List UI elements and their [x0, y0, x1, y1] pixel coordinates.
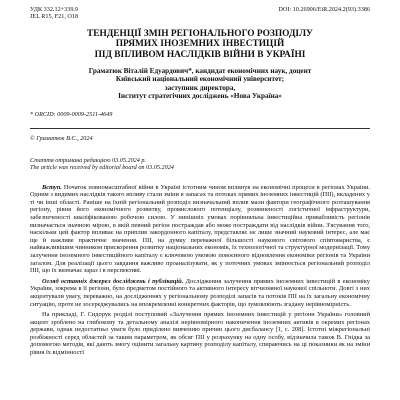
title-line: ПРЯМИХ ІНОЗЕМНИХ ІНВЕСТИЦІЙ — [115, 39, 285, 50]
paragraph-lead: Огляд останніх джерел досліджень і публікацій. — [42, 277, 184, 285]
paragraph-text: Початок повномасштабної війни в Україні істотним чином вплинув на економічні процеси в регіонах України. Одним з видимих наслідків такого впливу стали зміни в запасах та потоках прямих іноземних інвестицій (ПІІ), вкладених у ті чи інші області. Раніше на їхній регіональний розподіл визначальний вплив мали фактори географічного розташування регіону, рівня його економічного розвитку, промислового потенціалу, розвиненості логістичної інфраструктури, забезпеченості кваліфікованою робочою силою. У нинішніх умовах порівняльна інвестиційна привабливість регіонів визначається значною мірою, в якій певний регіон постраждав або може постраждати від наслідків війни. З'ясування того, наскільки цей фактор впливає на приплив закордонного капіталу, представляє не лише значний науковий інтерес, але має ще й важливе практичне значення. ПІІ, на думку переважної більшості наукового світового співтовариства, є найважливішим чинником прискорення розвитку національних економік, їх технологічної та структурної модернізації. Тому залучення іноземного інвестиційного капіталу є ключовою умовою повоєнного відновлення економіки регіонів та України загалом. Для реалізації цього завдання важливо проаналізувати, як у поточних умовах змінюється регіональний розподіл ПІІ, що їх визначає зараз і в перспективі. — [30, 183, 371, 275]
meta-left — [30, 6, 78, 21]
author-name: Граматюк Віталій Едуардович*, кандидат економічних наук, доцент — [88, 66, 312, 75]
paragraph-example — [30, 311, 370, 357]
paragraph-lead: Вступ. — [42, 183, 62, 191]
udk-code: УДК 332.12+339.9 — [30, 6, 79, 13]
received-en: The article was received by editorial board on 03.05.2024 — [30, 164, 174, 172]
author-block — [30, 67, 370, 101]
author-affiliation: Київський національний економічний університет; — [115, 75, 285, 84]
received-ua: Стаття отримана редакцією 03.05.2024 р. — [30, 156, 147, 164]
author-institute: Інститут стратегічних досліджень «Нова Україна» — [118, 92, 282, 101]
article-meta — [30, 6, 370, 21]
title-line: ПІД ВПЛИВОМ НАСЛІДКІВ ВІЙНИ В УКРАЇНІ — [94, 50, 306, 60]
author-position: заступник директора, — [164, 83, 236, 92]
paragraph-intro — [30, 184, 370, 275]
paragraph-text: Дослідження залучення прямих іноземних інвестицій в економіку України, зокрема в її регіони, було предметом постійного та активного інтересу вітчизняної наукової спільноти. Довгі з них акцентували увагу, переважно, на дослідженнях у регіональному розподілі запасів та потоків ПІІ на їх загальну економічну ситуацію, проте не зосереджувались на впокремленні конкретних факторів, що зумовлюють згадану нерівномірність. — [30, 277, 370, 308]
jel-code: JEL R15, F21, O18 — [30, 13, 79, 21]
paragraph-review — [30, 278, 370, 308]
copyright-note: © Граматюк В.Є., 2024 — [30, 135, 93, 143]
title-line: ТЕНДЕНЦІЇ ЗМІН РЕГІОНАЛЬНОГО РОЗПОДІЛУ — [87, 28, 313, 39]
doi-link[interactable]: DOI: 10.26906/EiR.2024.2(93).3386 — [278, 6, 370, 13]
article-body — [30, 184, 370, 357]
article-title — [30, 29, 370, 61]
orcid-note: * ORCID: 0009-0009-2511-4649 — [30, 110, 113, 118]
divider — [30, 128, 370, 129]
received-note — [30, 157, 370, 172]
paragraph-text: На прикладі, Г. Сидорук розділі поступовий «Залучення прямих іноземних інвестицій у регіони України» головний акцент зроблено на глибокому та детальному аналізі нерівномірного накопичення іноземних активів в окремих регіонах держави, однак недостатньо уваги було приділено вивченню причин цього дисбалансу [1, с. 208]. Істотні міжрегіональні розбіжності серед областей за таким параметром, як обсяг ПІІ у розрахунку на одну особу, відзначила також В. Гнідка за допомогою методів, які дають змогу оцінити загальну картину розподілу капіталу, спираючись на ці показники як на зміни рівня їх відмінності — [30, 311, 370, 357]
